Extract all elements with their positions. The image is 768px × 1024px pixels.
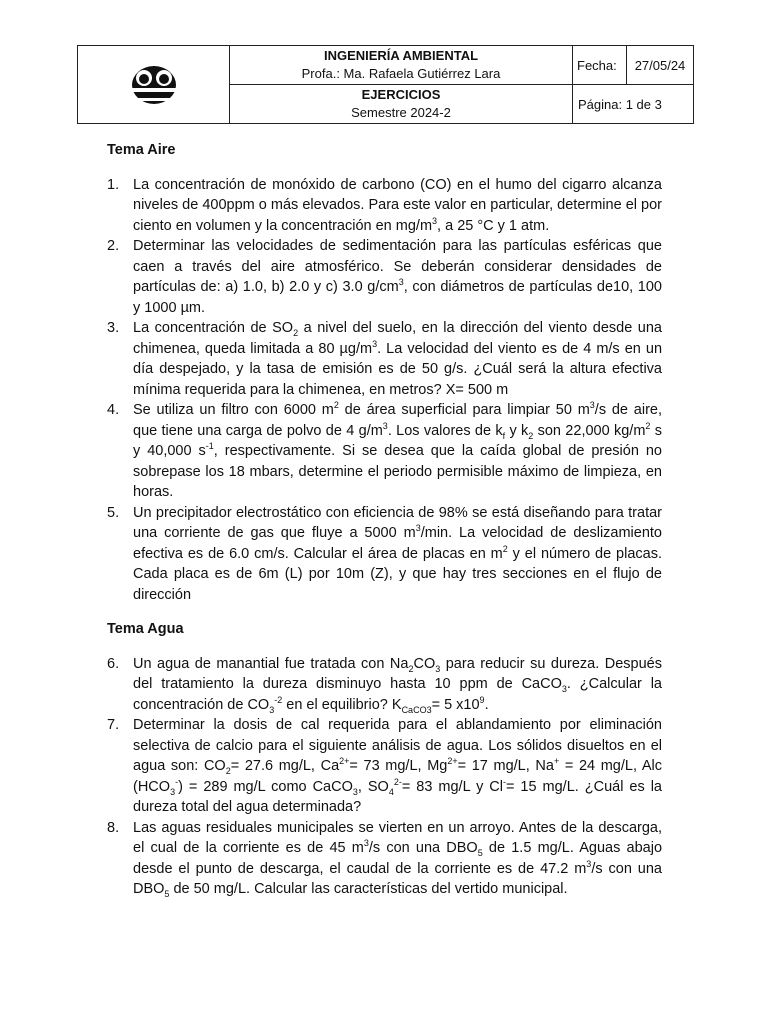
exercise-item [107, 654, 662, 716]
exercise-number: 1. [107, 176, 120, 193]
exercise-item [107, 503, 662, 606]
exercise-text: Determinar la dosis de cal requerida para el ablandamiento por eliminación selectiva de calcio para el siguiente análisis de agua. Los sólidos disueltos en el agua son: $CO_2= 27.6$ mg/L, $Ca^{2+}= 73$ mg/L, $Mg^{2+}= 17$ mg/L, Na+ = 24 mg/L, Alc $(HCO_3^-) = 289$ mg/L como CaCO$_3$, $SO_4^{2-}= 83$ mg/L y Cl-= 15 mg/L. ¿Cuál es la dureza total del agua determinada? [133, 717, 662, 815]
exercise-text: Un agua de manantial fue tratada con $Na_2CO_3$ para reducir su dureza. Después del tratamiento la dureza disminuyo hasta 10 ppm de CaCO$_3$. ¿Calcular la concentración de $CO_3^{-2}$ en el equilibrio? $K_{CaCO3}= 5$ $x10^9$. [133, 655, 662, 715]
logo-cell [78, 46, 230, 124]
exercise-text: Un precipitador electrostático con eficiencia de 98% se está diseñando para tratar una corriente de gas que fluye a 5000 $m^3/\min$. La velocidad de deslizamiento efectiva es de 6.0 cm/s. Calcular el área de placas en $m^2$ y el número de placas. Cada placa es de 6m (L) por 10m (Z), y que hay tres secciones en el flujo de dirección [133, 504, 662, 603]
exercise-number: 4. [107, 402, 120, 418]
exercise-item [107, 715, 662, 818]
exercise-number: 8. [107, 819, 120, 836]
doc-title-cell [230, 85, 573, 124]
exercise-item [107, 400, 662, 503]
course-title: INGENIERÍA AMBIENTAL [323, 48, 479, 63]
exercise-item [107, 818, 662, 900]
section-title-agua: Tema Agua [107, 621, 184, 637]
owl-logo-icon [128, 61, 180, 105]
exercise-item [107, 318, 662, 400]
exercise-content [107, 140, 662, 900]
course-cell [230, 46, 573, 85]
exercise-number: 3. [107, 320, 120, 336]
exercise-number: 5. [107, 504, 120, 521]
exercise-text: Se utiliza un filtro con 6000 $m^2$ de área superficial para limpiar 50 $m^3/s$ de aire, que tiene una carga de polvo de 4 $g/m^3$. Los valores de $k_f$ y $k_2$ son 22,000 $kg/m^2$ s y 40,000 $s^{-1}$, respectivamente. Si se desea que la caída global de presión no sobrepase los 18 mbars, determine el periodo permisible máximo de limpieza, en horas. [133, 400, 663, 500]
date-value: 27/05/24 [627, 46, 694, 85]
exercise-list-aire [107, 175, 662, 606]
doc-title: EJERCICIOS [361, 87, 441, 102]
section-title-aire: Tema Aire [107, 142, 176, 158]
header-table [77, 45, 694, 124]
exercise-number: 2. [107, 238, 120, 254]
exercise-text: La concentración de monóxido de carbono (CO) en el humo del cigarro alcanza niveles de 400ppm o más elevados. Para este valor en particular, determine el por ciento en volumen y la concentración en $mg/m^3$, a 25 °C y 1 atm. [133, 176, 662, 234]
exercise-number: 7. [107, 717, 120, 733]
exercise-number: 6. [107, 655, 120, 672]
exercise-item [107, 236, 662, 318]
semester: Semestre 2024-2 [351, 105, 451, 120]
exercise-text: Las aguas residuales municipales se vierten en un arroyo. Antes de la descarga, el cual de la corriente es de 45 $m^3/s$ con una $DBO_5$ de 1.5 mg/L. Aguas abajo desde el punto de descarga, el caudal de la corriente es de 47.2 $m^3/s$ con una $DBO_5$ de 50 mg/L. Calcular las características del vertido municipal. [133, 819, 663, 899]
date-label: Fecha: [573, 46, 627, 85]
professor-name: Profa.: Ma. Rafaela Gutiérrez Lara [301, 66, 501, 81]
exercise-list-agua [107, 654, 662, 900]
exercise-text: La concentración de $SO_2$ a nivel del suelo, en la dirección del viento desde una chimenea, queda limitada a 80 $\mu g/m^3$. La velocidad del viento es de 4 m/s en un día despejado, y la tasa de emisión es de 50 g/s. ¿Cuál será la altura efectiva mínima requerida para la chimenea, en metros? X= 500 m [133, 320, 663, 398]
page-indicator: Página: 1 de 3 [573, 85, 694, 124]
exercise-item [107, 175, 662, 237]
exercise-text: Determinar las velocidades de sedimentación para las partículas esféricas que caen a través del aire atmosférico. Se deberán considerar densidades de partículas de: a) 1.0, b) 2.0 y c) 3.0 $g/cm^3$, con diámetros de partículas de10, 100 y 1000 µm. [133, 238, 662, 316]
